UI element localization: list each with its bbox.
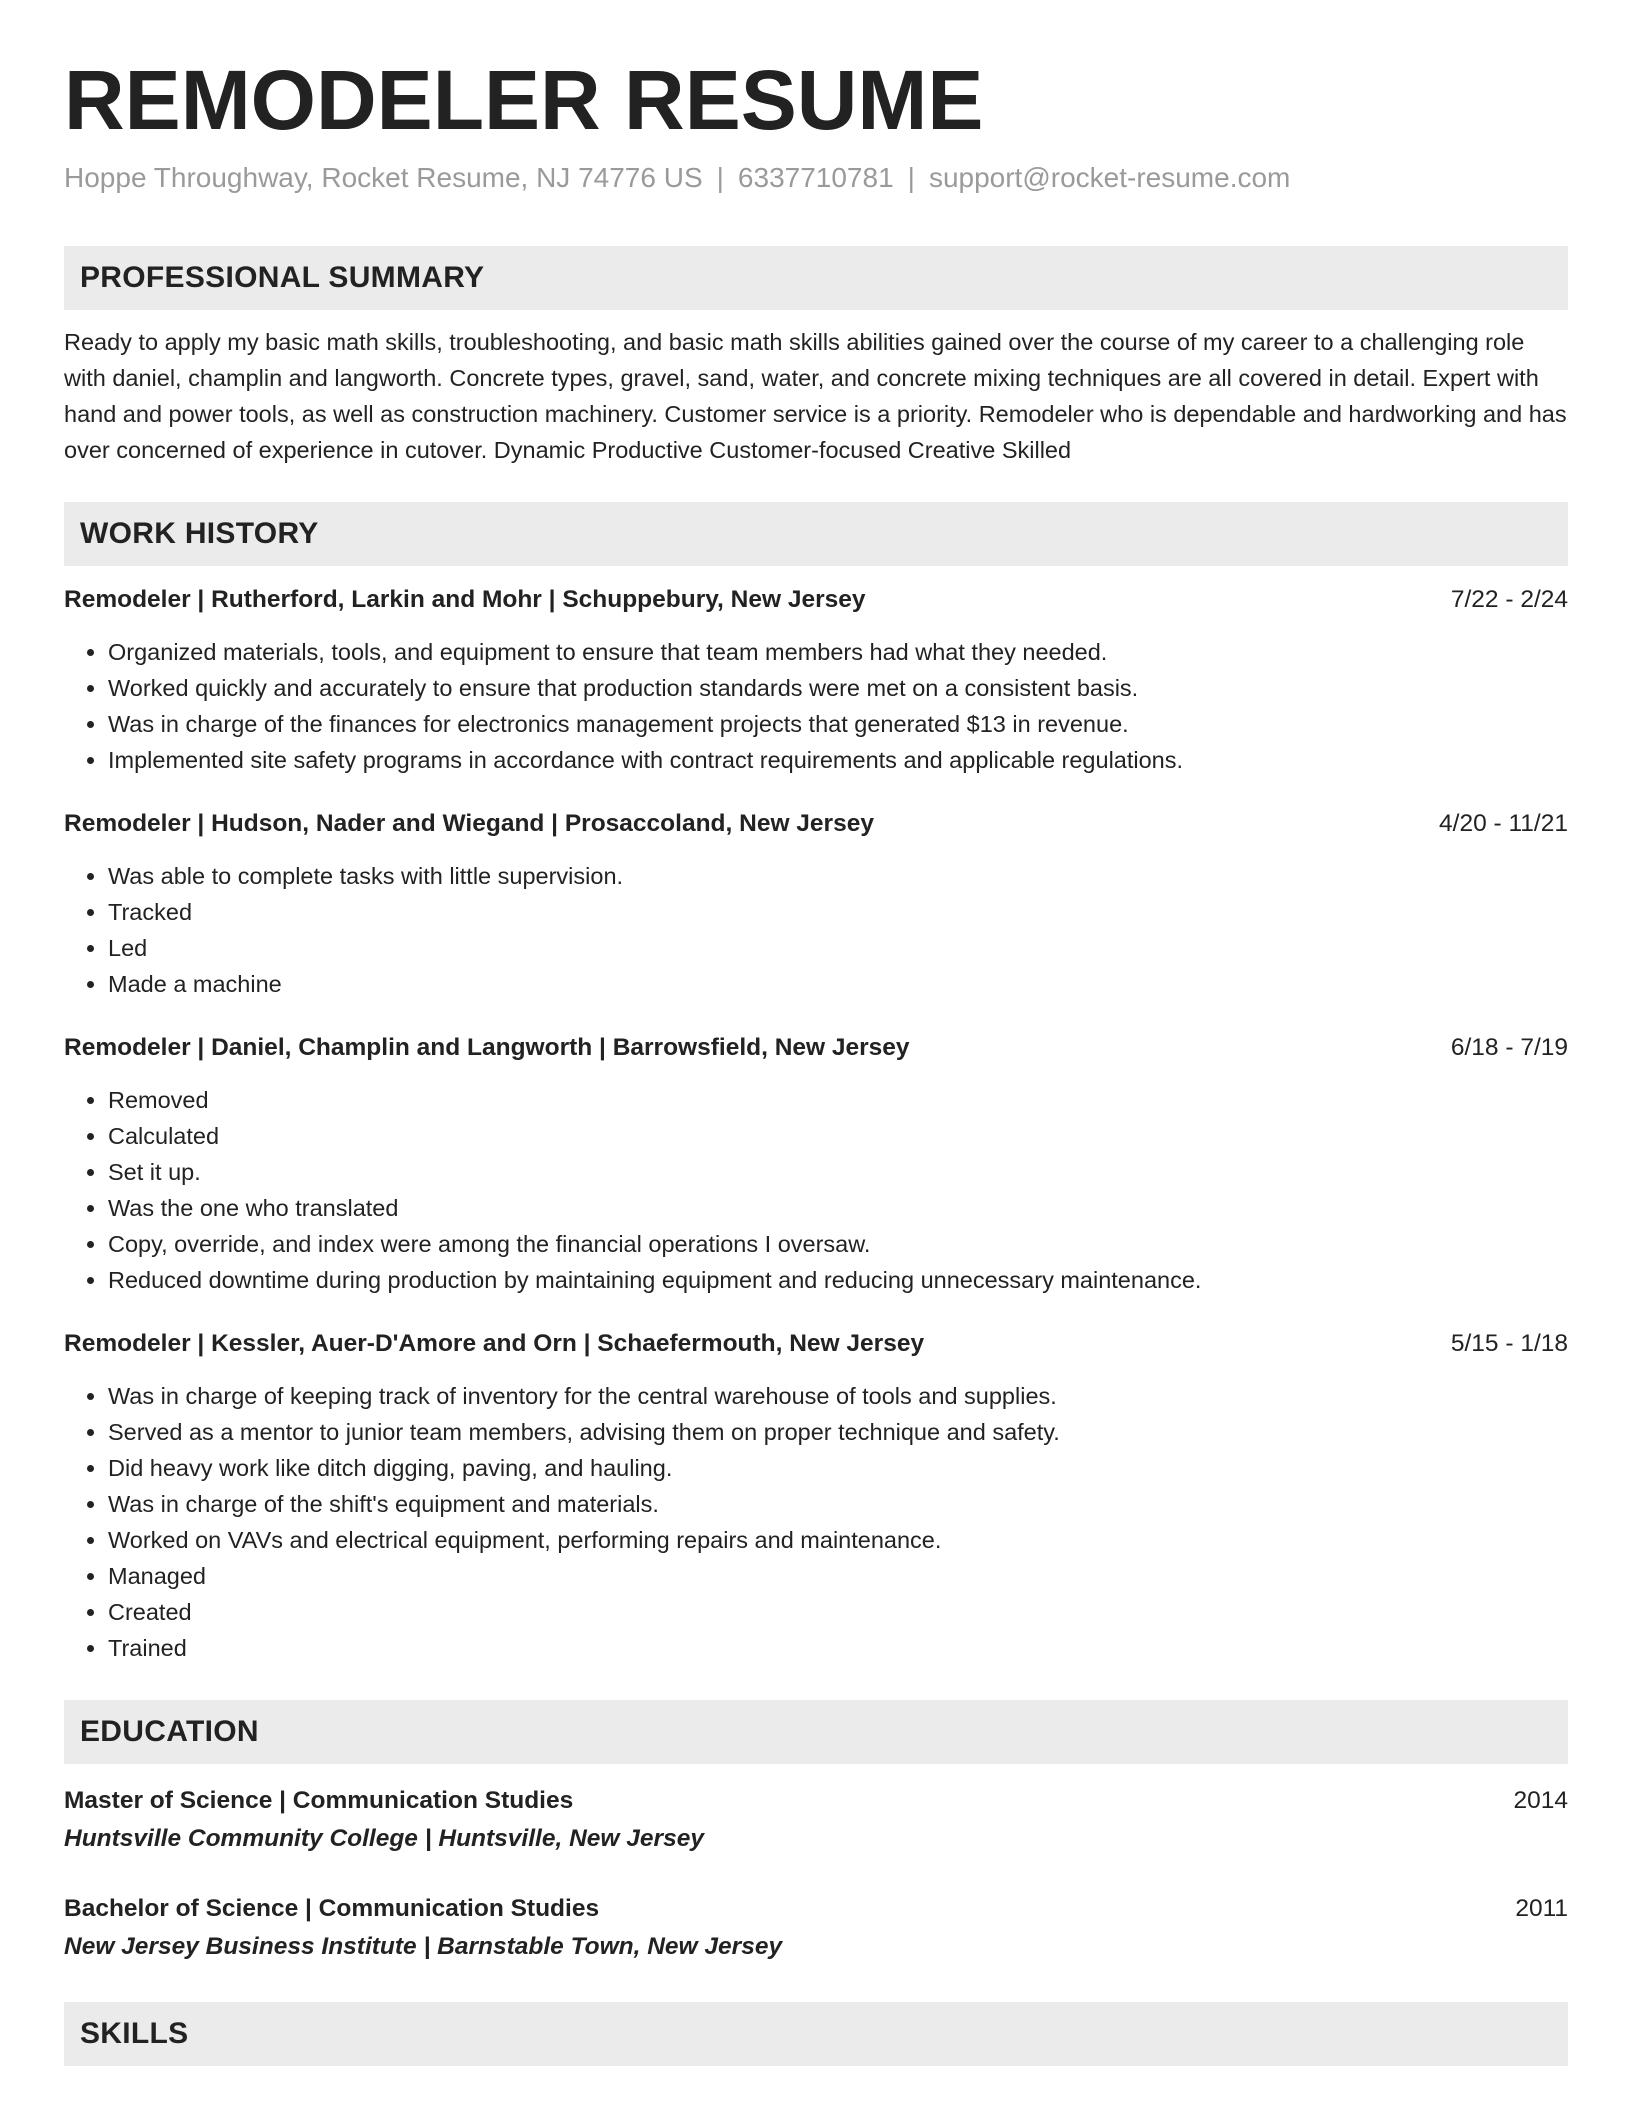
job-title: Remodeler | Hudson, Nader and Wiegand | Prosaccoland, New Jersey bbox=[64, 810, 874, 838]
education-year: 2011 bbox=[1515, 1895, 1568, 1923]
education-entry bbox=[64, 1890, 1568, 1966]
job-bullet: • Calculated bbox=[108, 1118, 1568, 1154]
education-degree: Bachelor of Science | Communication Studies bbox=[64, 1895, 600, 1923]
education-year: 2014 bbox=[1513, 1787, 1568, 1815]
contact-address: Hoppe Throughway, Rocket Resume, NJ 74776 US bbox=[64, 162, 703, 194]
education-school: Huntsville Community College | Huntsville, New Jersey bbox=[64, 1825, 704, 1853]
job-bullet: • Tracked bbox=[108, 894, 1568, 930]
job-bullet: • Was the one who translated bbox=[108, 1190, 1568, 1226]
section-heading-education: EDUCATION bbox=[64, 1700, 1568, 1764]
education-entry bbox=[64, 1782, 1568, 1858]
job-title: Remodeler | Daniel, Champlin and Langworth | Barrowsfield, New Jersey bbox=[64, 1034, 910, 1062]
job-bullet: • Removed bbox=[108, 1082, 1568, 1118]
education-school: New Jersey Business Institute | Barnstable Town, New Jersey bbox=[64, 1933, 783, 1961]
job-dates: 7/22 - 2/24 bbox=[1450, 586, 1568, 614]
job-bullet: • Copy, override, and index were among the financial operations I oversaw. bbox=[108, 1226, 1568, 1262]
job-dates: 4/20 - 11/21 bbox=[1439, 810, 1568, 838]
job-bullets bbox=[64, 858, 1568, 1002]
section-heading-summary: PROFESSIONAL SUMMARY bbox=[64, 246, 1568, 310]
section-heading-skills: SKILLS bbox=[64, 2002, 1568, 2066]
job-bullet: • Managed bbox=[108, 1558, 1568, 1594]
job-bullet: • Was in charge of the finances for electronics management projects that generated $13 in revenue. bbox=[108, 706, 1568, 742]
job-bullets bbox=[64, 634, 1568, 778]
section-heading-work-history: WORK HISTORY bbox=[64, 502, 1568, 566]
job-bullet: • Made a machine bbox=[108, 966, 1568, 1002]
contact-email: support@rocket-resume.com bbox=[928, 162, 1291, 194]
job-entry bbox=[64, 1328, 1568, 1666]
job-entry bbox=[64, 808, 1568, 1002]
work-history-list bbox=[64, 584, 1568, 1666]
job-bullet: • Worked quickly and accurately to ensure that production standards were met on a consistent basis. bbox=[108, 670, 1568, 706]
job-bullet: • Created bbox=[108, 1594, 1568, 1630]
job-bullet: • Set it up. bbox=[108, 1154, 1568, 1190]
job-entry bbox=[64, 1032, 1568, 1298]
job-bullet: • Did heavy work like ditch digging, paving, and hauling. bbox=[108, 1450, 1568, 1486]
job-dates: 5/15 - 1/18 bbox=[1450, 1330, 1568, 1358]
education-list bbox=[64, 1782, 1568, 1966]
contact-separator: | bbox=[907, 162, 915, 194]
job-bullet: • Was able to complete tasks with little supervision. bbox=[108, 858, 1568, 894]
job-title: Remodeler | Rutherford, Larkin and Mohr | Schuppebury, New Jersey bbox=[64, 586, 866, 614]
education-degree: Master of Science | Communication Studies bbox=[64, 1787, 574, 1815]
job-bullet: • Reduced downtime during production by maintaining equipment and reducing unnecessary maintenance. bbox=[108, 1262, 1568, 1298]
job-entry bbox=[64, 584, 1568, 778]
job-dates: 6/18 - 7/19 bbox=[1450, 1034, 1568, 1062]
job-bullets bbox=[64, 1082, 1568, 1298]
summary-text: Ready to apply my basic math skills, troubleshooting, and basic math skills abilities gained over the course of my career to a challenging role with daniel, champlin and langworth. Concrete types, gravel, sand, water, and concrete mixing techniques are all covered in detail. Expert with hand and power tools, as well as construction machinery. Customer service is a priority. Remodeler who is dependable and hardworking and has over concerned of experience in cutover. Dynamic Productive Customer-focused Creative Skilled bbox=[64, 329, 1567, 464]
job-title: Remodeler | Kessler, Auer-D'Amore and Orn | Schaefermouth, New Jersey bbox=[64, 1330, 925, 1358]
job-bullet: • Was in charge of keeping track of inventory for the central warehouse of tools and supplies. bbox=[108, 1378, 1568, 1414]
job-bullets bbox=[64, 1378, 1568, 1666]
resume-title: REMODELER RESUME bbox=[64, 53, 984, 147]
job-bullet: • Worked on VAVs and electrical equipment, performing repairs and maintenance. bbox=[108, 1522, 1568, 1558]
job-bullet: • Led bbox=[108, 930, 1568, 966]
job-bullet: • Organized materials, tools, and equipment to ensure that team members had what they needed. bbox=[108, 634, 1568, 670]
job-bullet: • Served as a mentor to junior team members, advising them on proper technique and safety. bbox=[108, 1414, 1568, 1450]
job-bullet: • Implemented site safety programs in accordance with contract requirements and applicable regulations. bbox=[108, 742, 1568, 778]
job-bullet: • Trained bbox=[108, 1630, 1568, 1666]
contact-separator: | bbox=[716, 162, 724, 194]
contact-phone: 6337710781 bbox=[737, 162, 894, 194]
job-bullet: • Was in charge of the shift's equipment and materials. bbox=[108, 1486, 1568, 1522]
contact-line bbox=[64, 162, 1568, 194]
